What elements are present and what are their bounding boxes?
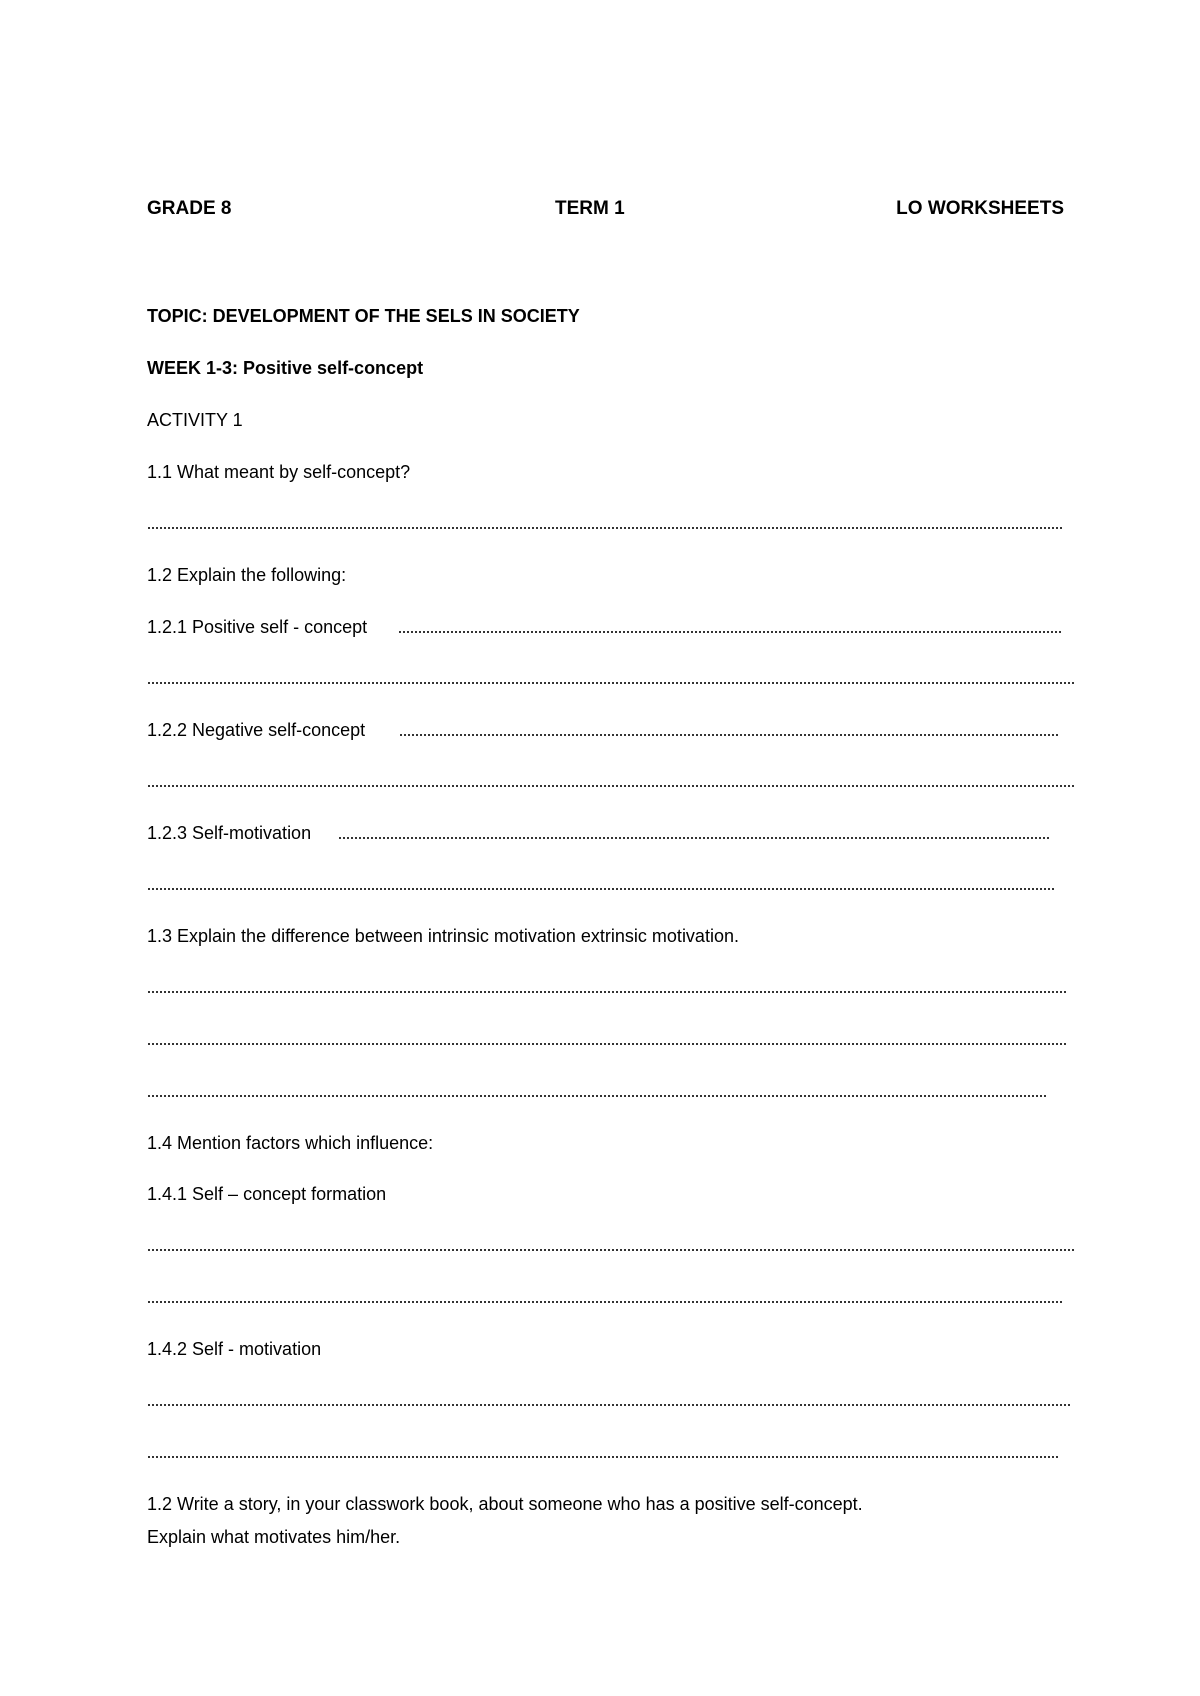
answer-line[interactable] <box>147 781 1074 791</box>
question-1-2-1: 1.2.1 Positive self - concept <box>147 617 368 637</box>
answer-line[interactable] <box>147 1245 1074 1255</box>
answer-line[interactable] <box>398 627 1062 637</box>
question-1-3: 1.3 Explain the difference between intrinsic motivation extrinsic motivation. <box>147 926 739 946</box>
answer-line[interactable] <box>147 884 1055 894</box>
worksheet-header <box>147 198 1064 226</box>
question-1-4-2: 1.4.2 Self - motivation <box>147 1339 322 1359</box>
answer-line[interactable] <box>147 1297 1064 1307</box>
week-heading: WEEK 1-3: Positive self-concept <box>147 358 424 378</box>
worksheet-title: LO WORKSHEETS <box>896 198 1064 219</box>
answer-line[interactable] <box>147 678 1074 688</box>
question-1-2-3: 1.2.3 Self-motivation <box>147 823 312 843</box>
topic-heading: TOPIC: DEVELOPMENT OF THE SELS IN SOCIETY <box>147 306 580 326</box>
answer-line[interactable] <box>147 987 1067 997</box>
answer-line[interactable] <box>399 730 1058 740</box>
activity-heading: ACTIVITY 1 <box>147 410 243 430</box>
answer-line[interactable] <box>338 833 1049 843</box>
question-1-1: 1.1 What meant by self-concept? <box>147 462 411 482</box>
answer-line[interactable] <box>147 1091 1048 1101</box>
question-1-2-2: 1.2.2 Negative self-concept <box>147 720 366 740</box>
answer-line[interactable] <box>147 523 1062 533</box>
question-story-line-1: 1.2 Write a story, in your classwork book, about someone who has a positive self-concept. <box>147 1494 863 1514</box>
answer-line[interactable] <box>147 1039 1067 1049</box>
answer-line[interactable] <box>147 1452 1058 1462</box>
grade-label: GRADE 8 <box>147 198 232 219</box>
question-1-4-1: 1.4.1 Self – concept formation <box>147 1184 387 1204</box>
answer-line[interactable] <box>147 1400 1072 1410</box>
question-story-line-2: Explain what motivates him/her. <box>147 1527 401 1547</box>
question-1-4: 1.4 Mention factors which influence: <box>147 1133 434 1153</box>
term-label: TERM 1 <box>555 198 625 219</box>
question-1-2: 1.2 Explain the following: <box>147 565 347 585</box>
